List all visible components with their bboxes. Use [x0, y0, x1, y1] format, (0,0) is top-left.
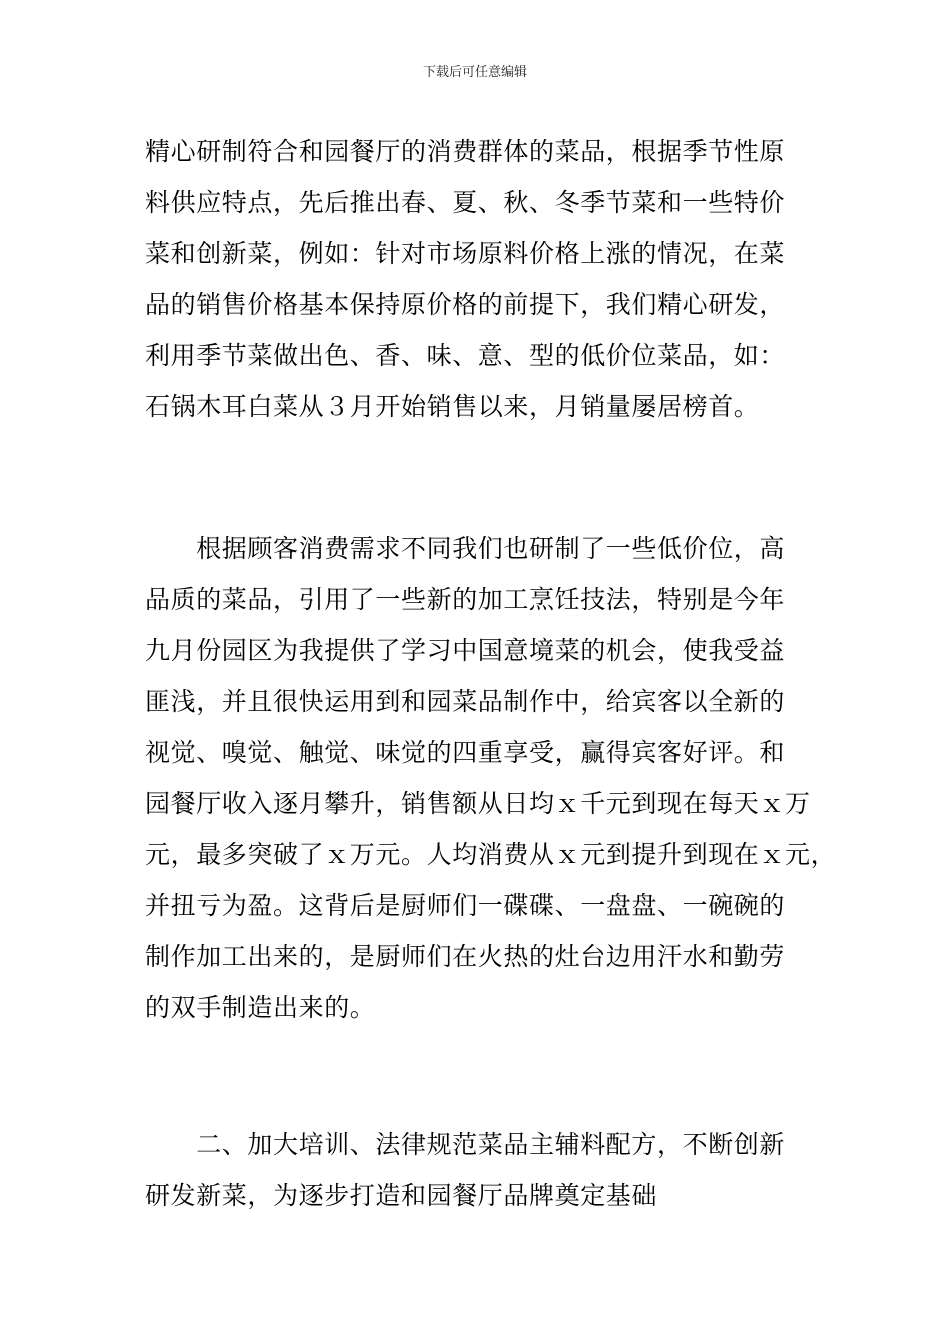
text-line: 制作加工出来的，是厨师们在火热的灶台边用汗水和勤劳 [145, 942, 786, 971]
text-line: 二、加大培训、法律规范菜品主辅料配方，不断创新 [145, 1130, 786, 1159]
text-line: 九月份园区为我提供了学习中国意境菜的机会，使我受益 [145, 636, 786, 665]
text-line: 利用季节菜做出色、香、味、意、型的低价位菜品，如： [145, 341, 786, 370]
text-line: 菜和创新菜，例如：针对市场原料价格上涨的情况，在菜 [145, 239, 786, 268]
text-line: 根据顾客消费需求不同我们也研制了一些低价位，高 [145, 534, 786, 563]
text-line: 并扭亏为盈。这背后是厨师们一碟碟、一盘盘、一碗碗的 [145, 891, 786, 920]
text-line: 的双手制造出来的。 [145, 993, 376, 1022]
text-line: 品的销售价格基本保持原价格的前提下，我们精心研发， [145, 290, 786, 319]
text-line: 精心研制符合和园餐厅的消费群体的菜品，根据季节性原 [145, 137, 786, 166]
text-line: 匪浅，并且很快运用到和园菜品制作中，给宾客以全新的 [145, 687, 786, 716]
paragraph-section-heading-two [145, 1119, 810, 1221]
text-line: 品质的菜品，引用了一些新的加工烹饪技法，特别是今年 [145, 585, 786, 614]
text-line: 料供应特点，先后推出春、夏、秋、冬季节菜和一些特价 [145, 188, 786, 217]
text-line: 石锅木耳白菜从３月开始销售以来，月销量屡居榜首。 [145, 392, 760, 421]
paragraph-seasonal-dishes [145, 126, 810, 432]
text-line: 研发新菜，为逐步打造和园餐厅品牌奠定基础 [145, 1181, 658, 1210]
page-header: 下载后可任意编辑 [422, 65, 527, 80]
text-line: 视觉、嗅觉、触觉、味觉的四重享受，赢得宾客好评。和 [145, 738, 786, 767]
paragraph-customer-demand [145, 523, 837, 1033]
text-line: 园餐厅收入逐月攀升，销售额从日均ｘ千元到现在每天ｘ万 [145, 789, 811, 818]
text-line: 元，最多突破了ｘ万元。人均消费从ｘ元到提升到现在ｘ元， [145, 840, 837, 869]
